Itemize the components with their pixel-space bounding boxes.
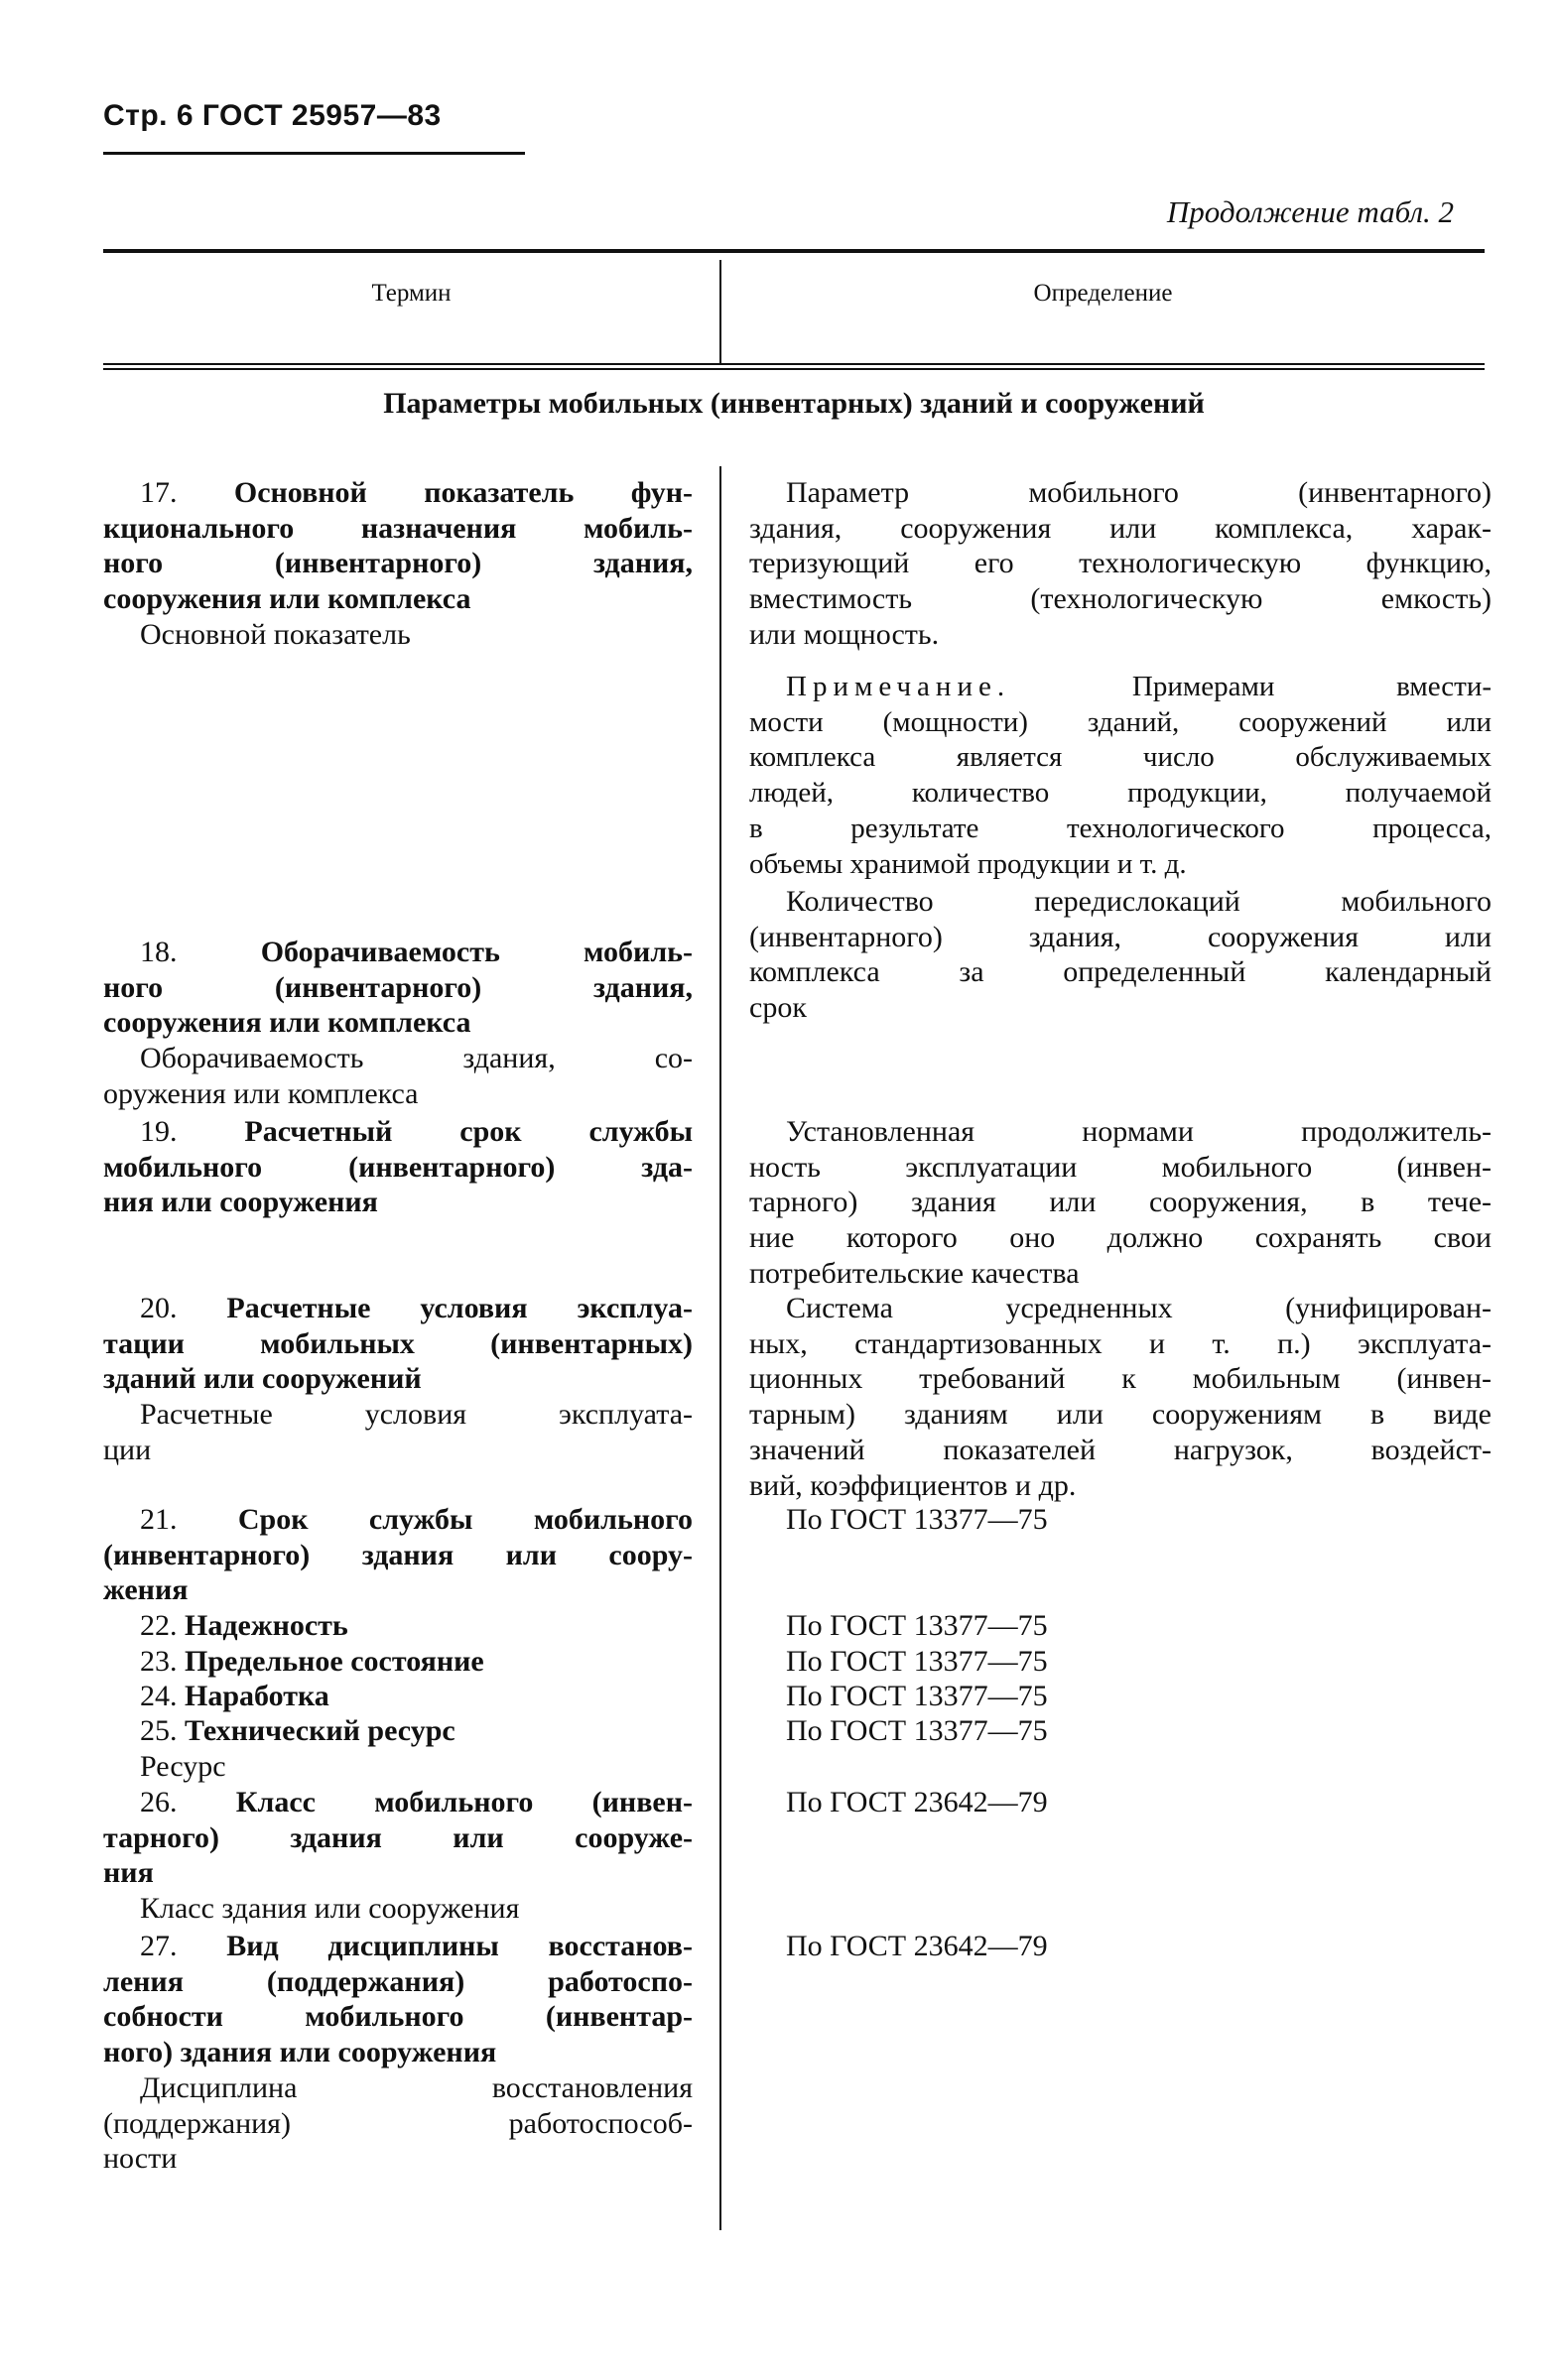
note-first-rest: Примерами вмести- (1131, 671, 1493, 702)
synonym-line: Дисциплина восстановления (140, 2070, 693, 2104)
synonym-line: (поддержания) работоспособ- (103, 2106, 693, 2140)
note-line: в результате технологического процесса, (749, 812, 1492, 844)
term-entry-27 (103, 1929, 693, 2177)
table-continuation-label: Продолжение табл. 2 (1166, 194, 1454, 229)
column-header-term: Термин (371, 280, 452, 307)
term-line: собности мобильного (инвентар- (103, 2000, 693, 2034)
synonym-line: Расчетные условия эксплуата- (140, 1398, 693, 1432)
term-line (103, 1785, 693, 1820)
header-underline (103, 152, 525, 155)
term-number: 23. (140, 1645, 178, 1678)
term-line (103, 935, 693, 970)
term-line (103, 1291, 693, 1326)
definition-line: Количество передислокаций мобильного (786, 885, 1492, 918)
definition-line: ных, стандартизованных и т. п.) эксплуата- (749, 1326, 1492, 1360)
definition-23 (749, 1644, 1492, 1680)
term-line: кционального назначения мобиль- (103, 511, 693, 545)
column-header-definition: Определение (1033, 280, 1173, 307)
note-line: комплекса является число обслуживаемых (749, 741, 1492, 774)
definition-line: По ГОСТ 23642—79 (786, 1930, 1048, 1962)
definition-line: тарного) здания или сооружения, в тече- (749, 1186, 1492, 1219)
term-line: жения (103, 1573, 189, 1607)
term-entry-25 (103, 1713, 693, 1784)
term-line (103, 1679, 693, 1714)
term-line: сооружения или комплекса (103, 1006, 471, 1040)
term-line (103, 1608, 693, 1644)
term-entry-21 (103, 1502, 693, 1608)
definition-line: теризующий его технологическую функцию, (749, 547, 1492, 580)
definition-19 (749, 1114, 1492, 1292)
term-number: 27. (140, 1930, 178, 1962)
definition-line: По ГОСТ 13377—75 (786, 1714, 1048, 1747)
definition-line: ционных требований к мобильным (инвен- (749, 1362, 1492, 1396)
definition-18 (749, 884, 1492, 1026)
term-entry-26 (103, 1785, 693, 1927)
definition-27 (749, 1929, 1492, 1964)
synonym-line: ции (103, 1433, 152, 1466)
definition-17 (749, 475, 1492, 653)
definition-line: Система усредненных (унифицирован- (786, 1292, 1492, 1324)
term-line (103, 1502, 693, 1538)
synonym-line: Оборачиваемость здания, со- (140, 1042, 693, 1075)
definition-line: По ГОСТ 23642—79 (786, 1786, 1048, 1818)
term-line: ного) здания или сооружения (103, 2036, 497, 2069)
term-entry-19 (103, 1114, 693, 1220)
definition-line: значений показателей нагрузок, воздейст- (749, 1433, 1492, 1466)
definition-line: По ГОСТ 13377—75 (786, 1609, 1048, 1642)
term-number: 17. (140, 476, 178, 509)
term-line: мобильного (инвентарного) зда- (103, 1150, 693, 1184)
note-line: людей, количество продукции, получаемой (749, 777, 1492, 810)
definition-line: Установленная нормами продолжитель- (786, 1115, 1492, 1148)
section-title: Параметры мобильных (инвентарных) зданий и сооружений (383, 387, 1205, 420)
term-text: Вид дисциплины восстанов- (226, 1930, 693, 1962)
note-line: объемы хранимой продукции и т. д. (749, 847, 1187, 880)
term-number: 20. (140, 1292, 178, 1324)
page-header: Стр. 6 ГОСТ 25957—83 (103, 99, 442, 132)
term-line: ния или сооружения (103, 1186, 378, 1219)
definition-line: (инвентарного) здания, сооружения или (749, 920, 1492, 953)
definition-17-note (749, 670, 1492, 882)
synonym-line: Класс здания или сооружения (140, 1892, 520, 1926)
term-text: Наработка (185, 1680, 329, 1712)
definition-20 (749, 1291, 1492, 1503)
synonym-line: оружения или комплекса (103, 1076, 419, 1110)
term-line (103, 475, 693, 511)
term-number: 19. (140, 1115, 178, 1148)
definition-24 (749, 1679, 1492, 1714)
term-entry-18 (103, 935, 693, 1112)
definition-line: вий, коэффициентов и др. (749, 1468, 1077, 1502)
term-line: сооружения или комплекса (103, 582, 471, 616)
column-divider (719, 466, 721, 2230)
term-line (103, 1114, 693, 1150)
term-text: Оборачиваемость мобиль- (260, 936, 694, 968)
term-text: Технический ресурс (185, 1714, 455, 1747)
term-text: Класс мобильного (инвен- (235, 1786, 693, 1818)
definition-line: тарным) зданиям или сооружениям в виде (749, 1398, 1492, 1432)
term-line (103, 1929, 693, 1964)
term-line: тации мобильных (инвентарных) (103, 1326, 693, 1360)
synonym-line: ности (103, 2142, 178, 2176)
term-entry-22 (103, 1608, 693, 1644)
note-label: Примечание. (786, 671, 1011, 702)
term-line: ного (инвентарного) здания, (103, 970, 693, 1004)
table-top-rule (103, 249, 1485, 253)
term-number: 18. (140, 936, 178, 968)
definition-line: здания, сооружения или комплекса, харак- (749, 511, 1492, 545)
term-number: 26. (140, 1786, 178, 1818)
note-lines (749, 705, 1492, 883)
definition-line: ность эксплуатации мобильного (инвен- (749, 1150, 1492, 1184)
term-number: 24. (140, 1680, 178, 1712)
definition-line: потребительские качества (749, 1256, 1080, 1290)
term-line (103, 1644, 693, 1680)
term-entry-17 (103, 475, 693, 653)
definition-line: или мощность. (749, 617, 940, 651)
column-divider-header (719, 260, 721, 364)
definition-line: комплекса за определенный календарный (749, 955, 1492, 989)
note-line: мости (мощности) зданий, сооружений или (749, 705, 1492, 738)
definition-line: срок (749, 991, 807, 1025)
note-first-line (749, 670, 1492, 705)
definition-22 (749, 1608, 1492, 1644)
term-number: 21. (140, 1503, 178, 1536)
term-entry-24 (103, 1679, 693, 1714)
definition-21 (749, 1502, 1492, 1538)
term-line (103, 1713, 693, 1749)
definition-line: вместимость (технологическую емкость) (749, 582, 1492, 616)
header-bottom-rule (103, 363, 1485, 365)
term-line: ния (103, 1856, 154, 1890)
term-line: зданий или сооружений (103, 1362, 422, 1396)
term-text: Срок службы мобильного (237, 1503, 693, 1536)
term-line: тарного) здания или сооруже- (103, 1820, 693, 1854)
term-line: ления (поддержания) работоспо- (103, 1964, 693, 1998)
definition-25 (749, 1713, 1492, 1749)
term-entry-20 (103, 1291, 693, 1468)
term-number: 25. (140, 1714, 178, 1747)
term-entry-23 (103, 1644, 693, 1680)
term-number: 22. (140, 1609, 178, 1642)
synonym-line: Основной показатель (140, 617, 411, 651)
definition-26 (749, 1785, 1492, 1820)
header-bottom-rule-2 (103, 368, 1485, 370)
synonym-line: Ресурс (140, 1749, 226, 1783)
term-text: Надежность (185, 1609, 348, 1642)
term-text: Предельное состояние (185, 1645, 484, 1678)
term-text: Основной показатель фун- (233, 476, 694, 509)
definition-line: По ГОСТ 13377—75 (786, 1503, 1048, 1536)
definition-line: ние которого оно должно сохранять свои (749, 1221, 1492, 1255)
term-line: ного (инвентарного) здания, (103, 547, 693, 580)
definition-line: По ГОСТ 13377—75 (786, 1645, 1048, 1678)
term-text: Расчетный срок службы (244, 1115, 693, 1148)
term-line: (инвентарного) здания или соору- (103, 1538, 693, 1571)
definition-line: По ГОСТ 13377—75 (786, 1680, 1048, 1712)
term-text: Расчетные условия эксплуа- (226, 1292, 694, 1324)
definition-line: Параметр мобильного (инвентарного) (786, 476, 1492, 509)
